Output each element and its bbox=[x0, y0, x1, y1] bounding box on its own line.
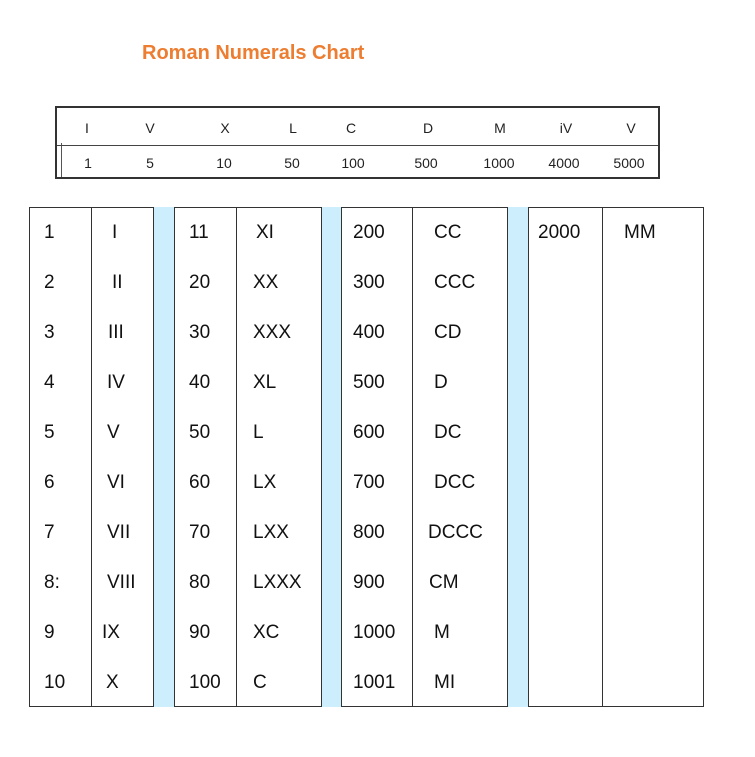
numeral-cell: CD bbox=[434, 322, 462, 343]
key-symbol: L bbox=[289, 120, 297, 136]
group-separator bbox=[508, 207, 528, 707]
numeral-cell: D bbox=[434, 372, 448, 393]
number-cell: 30 bbox=[189, 322, 211, 343]
key-value: 100 bbox=[341, 155, 365, 171]
column-divider bbox=[236, 208, 237, 706]
key-value: 5000 bbox=[613, 155, 645, 171]
numeral-cell: LXX bbox=[253, 522, 289, 543]
number-cell: 1 bbox=[44, 222, 55, 243]
key-symbol: C bbox=[345, 120, 357, 136]
number-cell: 8: bbox=[44, 572, 60, 593]
number-cell: 10 bbox=[44, 672, 66, 693]
numeral-cell: VI bbox=[107, 472, 125, 493]
numeral-cell: III bbox=[108, 322, 124, 343]
numeral-cell: DCCC bbox=[428, 522, 483, 543]
numeral-cell: MI bbox=[434, 672, 456, 693]
number-cell: 1000 bbox=[353, 622, 396, 643]
number-cell: 6 bbox=[44, 472, 55, 493]
number-cell: 700 bbox=[353, 472, 385, 493]
number-cell: 3 bbox=[44, 322, 55, 343]
number-cell: 4 bbox=[44, 372, 55, 393]
numeral-cell: CCC bbox=[434, 272, 476, 293]
key-symbols-row bbox=[57, 111, 658, 145]
column-divider bbox=[602, 208, 603, 706]
number-cell: 50 bbox=[189, 422, 211, 443]
number-cell: 800 bbox=[353, 522, 385, 543]
number-cell: 60 bbox=[189, 472, 211, 493]
key-symbol: iV bbox=[559, 120, 573, 136]
key-values-row bbox=[57, 145, 658, 180]
number-cell: 200 bbox=[353, 222, 385, 243]
numeral-cell: IX bbox=[102, 622, 120, 643]
number-cell: 80 bbox=[189, 572, 211, 593]
group-separator bbox=[322, 207, 341, 707]
key-symbol: V bbox=[626, 120, 636, 136]
key-value: 1000 bbox=[483, 155, 515, 171]
numeral-cell: DCC bbox=[434, 472, 476, 493]
key-value: 1 bbox=[84, 155, 92, 171]
numeral-cell: XL bbox=[253, 372, 277, 393]
number-cell: 100 bbox=[189, 672, 221, 693]
number-cell: 11 bbox=[189, 222, 209, 243]
number-cell: 400 bbox=[353, 322, 385, 343]
numeral-cell: IV bbox=[107, 372, 125, 393]
number-cell: 9 bbox=[44, 622, 55, 643]
numeral-cell: C bbox=[253, 672, 267, 693]
numeral-cell: L bbox=[253, 422, 264, 443]
numeral-cell: XX bbox=[253, 272, 279, 293]
numeral-cell: VII bbox=[107, 522, 131, 543]
key-symbol: D bbox=[422, 120, 434, 136]
key-symbol: M bbox=[494, 120, 506, 136]
numeral-cell: CM bbox=[429, 572, 459, 593]
number-cell: 20 bbox=[189, 272, 211, 293]
number-cell: 2000 bbox=[538, 222, 581, 243]
number-cell: 70 bbox=[189, 522, 211, 543]
number-cell: 300 bbox=[353, 272, 385, 293]
number-cell: 900 bbox=[353, 572, 385, 593]
number-cell: 500 bbox=[353, 372, 385, 393]
numeral-cell: MM bbox=[624, 222, 656, 243]
key-value: 5 bbox=[146, 155, 154, 171]
key-value: 4000 bbox=[548, 155, 580, 171]
page-title: Roman Numerals Chart bbox=[142, 42, 365, 64]
numeral-cell: LXXX bbox=[253, 572, 302, 593]
numeral-cell: DC bbox=[434, 422, 462, 443]
numeral-cell: M bbox=[434, 622, 450, 643]
number-cell: 7 bbox=[44, 522, 55, 543]
numeral-group-4 bbox=[528, 207, 704, 707]
key-symbol: X bbox=[220, 120, 230, 136]
numeral-cell: CC bbox=[434, 222, 462, 243]
numeral-cell: X bbox=[106, 672, 119, 693]
group-separator bbox=[154, 207, 174, 707]
numeral-cell: XXX bbox=[253, 322, 292, 343]
key-value: 500 bbox=[414, 155, 438, 171]
number-cell: 600 bbox=[353, 422, 385, 443]
key-value: 50 bbox=[284, 155, 300, 171]
numeral-cell: LX bbox=[253, 472, 277, 493]
column-divider bbox=[91, 208, 92, 706]
number-cell: 2 bbox=[44, 272, 55, 293]
numeral-cell: I bbox=[112, 222, 118, 243]
key-symbol: I bbox=[85, 120, 89, 136]
number-cell: 5 bbox=[44, 422, 55, 443]
key-symbol: V bbox=[145, 120, 155, 136]
numeral-cell: XI bbox=[256, 222, 274, 243]
numeral-cell: V bbox=[107, 422, 120, 443]
key-value: 10 bbox=[216, 155, 232, 171]
column-divider bbox=[412, 208, 413, 706]
numeral-cell: XC bbox=[253, 622, 280, 643]
numeral-cell: II bbox=[112, 272, 123, 293]
number-cell: 40 bbox=[189, 372, 211, 393]
numeral-key-table bbox=[55, 106, 660, 179]
number-cell: 1001 bbox=[353, 672, 396, 693]
number-cell: 90 bbox=[189, 622, 211, 643]
numeral-cell: VIII bbox=[107, 572, 136, 593]
